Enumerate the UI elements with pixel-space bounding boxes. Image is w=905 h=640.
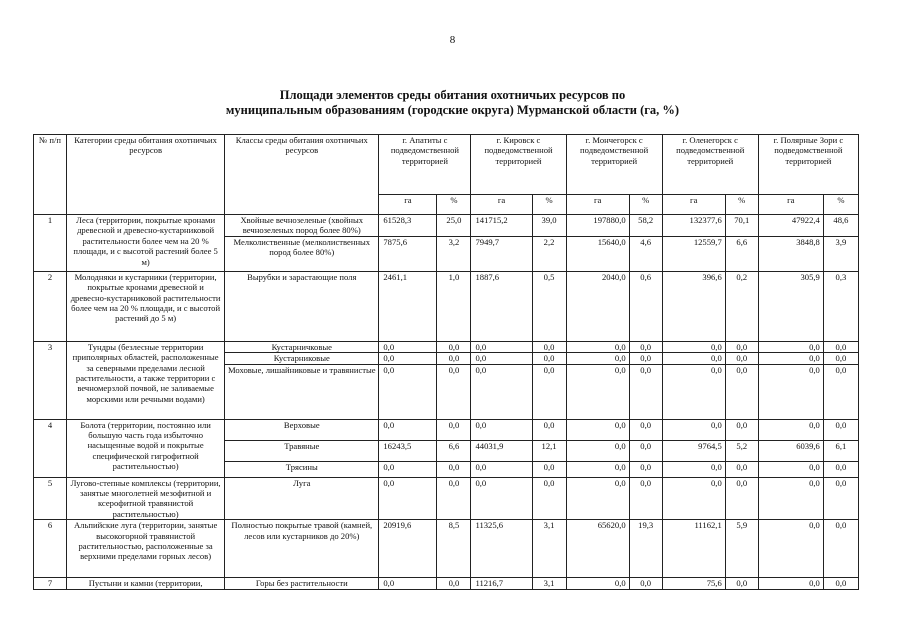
class-cell: Верховые bbox=[225, 419, 379, 440]
header-region-monchegorsk: г. Мончегорск с подведомственной территорией bbox=[566, 135, 662, 195]
percent-cell: 0,0 bbox=[823, 461, 858, 477]
header-region-apatity: г. Апатиты с подведомственной территорией bbox=[379, 135, 471, 195]
percent-cell: 58,2 bbox=[629, 215, 662, 237]
percent-cell: 0,3 bbox=[823, 271, 858, 341]
area-cell: 0,0 bbox=[471, 353, 532, 364]
category-cell: Пустыни и камни (территории, bbox=[67, 578, 225, 590]
class-cell: Трясины bbox=[225, 461, 379, 477]
area-cell: 141715,2 bbox=[471, 215, 532, 237]
area-cell: 0,0 bbox=[471, 461, 532, 477]
class-cell: Горы без растительности bbox=[225, 578, 379, 590]
area-cell: 0,0 bbox=[758, 341, 823, 352]
percent-cell: 0,0 bbox=[725, 477, 758, 520]
percent-cell: 0,0 bbox=[629, 578, 662, 590]
percent-cell: 0,0 bbox=[532, 341, 566, 352]
unit-ha: га bbox=[662, 195, 725, 215]
percent-cell: 5,9 bbox=[725, 520, 758, 578]
area-cell: 1887,6 bbox=[471, 271, 532, 341]
percent-cell: 0,0 bbox=[437, 578, 471, 590]
class-cell: Травяные bbox=[225, 440, 379, 461]
area-cell: 2040,0 bbox=[566, 271, 629, 341]
percent-cell: 19,3 bbox=[629, 520, 662, 578]
table-row bbox=[34, 215, 859, 237]
area-cell: 11325,6 bbox=[471, 520, 532, 578]
area-cell: 0,0 bbox=[662, 419, 725, 440]
area-cell: 0,0 bbox=[566, 353, 629, 364]
percent-cell: 6,6 bbox=[725, 236, 758, 271]
area-cell: 7875,6 bbox=[379, 236, 437, 271]
percent-cell: 0,0 bbox=[532, 477, 566, 520]
area-cell: 0,0 bbox=[379, 364, 437, 419]
table-row bbox=[34, 520, 859, 578]
percent-cell: 0,0 bbox=[823, 364, 858, 419]
area-cell: 0,0 bbox=[758, 477, 823, 520]
percent-cell: 3,9 bbox=[823, 236, 858, 271]
percent-cell: 0,0 bbox=[823, 341, 858, 352]
percent-cell: 6,1 bbox=[823, 440, 858, 461]
percent-cell: 8,5 bbox=[437, 520, 471, 578]
row-number: 4 bbox=[34, 419, 67, 477]
percent-cell: 0,0 bbox=[532, 364, 566, 419]
area-cell: 0,0 bbox=[566, 578, 629, 590]
class-cell: Кустарничковые bbox=[225, 341, 379, 352]
unit-pct: % bbox=[532, 195, 566, 215]
area-cell: 12559,7 bbox=[662, 236, 725, 271]
unit-pct: % bbox=[629, 195, 662, 215]
unit-ha: га bbox=[379, 195, 437, 215]
habitat-table bbox=[33, 134, 859, 590]
area-cell: 0,0 bbox=[662, 341, 725, 352]
unit-ha: га bbox=[471, 195, 532, 215]
area-cell: 0,0 bbox=[662, 477, 725, 520]
class-cell: Мелколиственные (мелколиственных пород более 80%) bbox=[225, 236, 379, 271]
row-number: 2 bbox=[34, 271, 67, 341]
area-cell: 197880,0 bbox=[566, 215, 629, 237]
unit-pct: % bbox=[725, 195, 758, 215]
area-cell: 132377,6 bbox=[662, 215, 725, 237]
area-cell: 0,0 bbox=[566, 477, 629, 520]
percent-cell: 0,0 bbox=[823, 520, 858, 578]
percent-cell: 4,6 bbox=[629, 236, 662, 271]
percent-cell: 0,0 bbox=[532, 353, 566, 364]
area-cell: 0,0 bbox=[379, 419, 437, 440]
area-cell: 0,0 bbox=[471, 419, 532, 440]
header-region-polyarnye-zori: г. Полярные Зори с подведомственной территорией bbox=[758, 135, 858, 195]
category-cell: Лугово-степные комплексы (территории, занятые многолетней мезофитной и ксерофитной травянистой растительностью) bbox=[67, 477, 225, 520]
category-cell: Тундры (безлесные территории приполярных областей, расположенные за северными пределами лесной растительности, а также территории с вечномерзлой почвой, не заливаемые морскими или речными водами) bbox=[67, 341, 225, 419]
header-row bbox=[34, 135, 859, 195]
page-title bbox=[0, 88, 905, 118]
area-cell: 0,0 bbox=[662, 353, 725, 364]
header-region-kirovsk: г. Кировск с подведомственной территорией bbox=[471, 135, 566, 195]
row-number: 7 bbox=[34, 578, 67, 590]
percent-cell: 3,2 bbox=[437, 236, 471, 271]
category-cell: Леса (территории, покрытые кронами древесной и древесно-кустарниковой растительности более чем на 20 % площади, и с высотой растений более 5 м) bbox=[67, 215, 225, 272]
header-region-olenegorsk: г. Оленегорск с подведомственной территорией bbox=[662, 135, 758, 195]
area-cell: 0,0 bbox=[758, 364, 823, 419]
area-cell: 0,0 bbox=[379, 578, 437, 590]
percent-cell: 0,0 bbox=[629, 364, 662, 419]
percent-cell: 0,0 bbox=[437, 364, 471, 419]
area-cell: 0,0 bbox=[566, 419, 629, 440]
percent-cell: 39,0 bbox=[532, 215, 566, 237]
table-row bbox=[34, 578, 859, 590]
percent-cell: 2,2 bbox=[532, 236, 566, 271]
area-cell: 2461,1 bbox=[379, 271, 437, 341]
area-cell: 0,0 bbox=[566, 341, 629, 352]
percent-cell: 0,6 bbox=[629, 271, 662, 341]
percent-cell: 6,6 bbox=[437, 440, 471, 461]
area-cell: 65620,0 bbox=[566, 520, 629, 578]
area-cell: 0,0 bbox=[379, 461, 437, 477]
category-cell: Альпийские луга (территории, занятые высокогорной травянистой растительностью, расположенные за верхними пределами горных лесов) bbox=[67, 520, 225, 578]
area-cell: 15640,0 bbox=[566, 236, 629, 271]
area-cell: 0,0 bbox=[662, 461, 725, 477]
unit-pct: % bbox=[823, 195, 858, 215]
percent-cell: 0,0 bbox=[725, 353, 758, 364]
percent-cell: 0,0 bbox=[629, 419, 662, 440]
area-cell: 7949,7 bbox=[471, 236, 532, 271]
area-cell: 0,0 bbox=[758, 578, 823, 590]
percent-cell: 0,0 bbox=[629, 461, 662, 477]
area-cell: 6039,6 bbox=[758, 440, 823, 461]
class-cell: Луга bbox=[225, 477, 379, 520]
row-number: 5 bbox=[34, 477, 67, 520]
area-cell: 61528,3 bbox=[379, 215, 437, 237]
class-cell: Моховые, лишайниковые и травянистые bbox=[225, 364, 379, 419]
page-number: 8 bbox=[449, 34, 456, 46]
area-cell: 396,6 bbox=[662, 271, 725, 341]
percent-cell: 3,1 bbox=[532, 520, 566, 578]
percent-cell: 0,0 bbox=[725, 461, 758, 477]
header-class: Классы среды обитания охотничьих ресурсов bbox=[225, 135, 379, 215]
area-cell: 20919,6 bbox=[379, 520, 437, 578]
row-number: 6 bbox=[34, 520, 67, 578]
area-cell: 0,0 bbox=[662, 364, 725, 419]
area-cell: 11162,1 bbox=[662, 520, 725, 578]
percent-cell: 5,2 bbox=[725, 440, 758, 461]
percent-cell: 0,5 bbox=[532, 271, 566, 341]
table-row bbox=[34, 477, 859, 520]
category-cell: Молодняки и кустарники (территории, покрытые кронами древесной и древесно-кустарниковой растительности более чем на 20 % площади, и с высотой растений до 5 м) bbox=[67, 271, 225, 341]
percent-cell: 0,0 bbox=[823, 353, 858, 364]
unit-ha: га bbox=[758, 195, 823, 215]
unit-pct: % bbox=[437, 195, 471, 215]
title-line-2: муниципальным образованиям (городские округа) Мурманской области (га, %) bbox=[225, 103, 680, 117]
area-cell: 47922,4 bbox=[758, 215, 823, 237]
row-number: 1 bbox=[34, 215, 67, 272]
class-cell: Полностью покрытые травой (камней, лесов или кустарников до 20%) bbox=[225, 520, 379, 578]
percent-cell: 48,6 bbox=[823, 215, 858, 237]
area-cell: 305,9 bbox=[758, 271, 823, 341]
class-cell: Кустарниковые bbox=[225, 353, 379, 364]
percent-cell: 0,0 bbox=[725, 578, 758, 590]
header-category: Категории среды обитания охотничьих ресурсов bbox=[67, 135, 225, 215]
percent-cell: 0,0 bbox=[823, 477, 858, 520]
percent-cell: 0,0 bbox=[437, 419, 471, 440]
area-cell: 0,0 bbox=[758, 461, 823, 477]
area-cell: 0,0 bbox=[566, 461, 629, 477]
area-cell: 0,0 bbox=[758, 419, 823, 440]
percent-cell: 0,0 bbox=[823, 419, 858, 440]
percent-cell: 0,0 bbox=[629, 341, 662, 352]
area-cell: 0,0 bbox=[379, 477, 437, 520]
area-cell: 9764,5 bbox=[662, 440, 725, 461]
class-cell: Хвойные вечнозеленые (хвойных вечнозеленых пород более 80%) bbox=[225, 215, 379, 237]
percent-cell: 0,0 bbox=[725, 341, 758, 352]
table-row bbox=[34, 271, 859, 341]
title-line-1: Площади элементов среды обитания охотничьих ресурсов по bbox=[279, 88, 626, 102]
area-cell: 3848,8 bbox=[758, 236, 823, 271]
row-number: 3 bbox=[34, 341, 67, 419]
area-cell: 0,0 bbox=[471, 341, 532, 352]
class-cell: Вырубки и зарастающие поля bbox=[225, 271, 379, 341]
percent-cell: 0,0 bbox=[629, 353, 662, 364]
percent-cell: 70,1 bbox=[725, 215, 758, 237]
percent-cell: 0,0 bbox=[823, 578, 858, 590]
percent-cell: 25,0 bbox=[437, 215, 471, 237]
unit-ha: га bbox=[566, 195, 629, 215]
area-cell: 11216,7 bbox=[471, 578, 532, 590]
percent-cell: 0,0 bbox=[725, 364, 758, 419]
area-cell: 0,0 bbox=[566, 440, 629, 461]
area-cell: 16243,5 bbox=[379, 440, 437, 461]
category-cell: Болота (территории, постоянно или большую часть года избыточно насыщенные водой и покрытые специфической гигрофитной растительностью) bbox=[67, 419, 225, 477]
area-cell: 75,6 bbox=[662, 578, 725, 590]
percent-cell: 0,0 bbox=[725, 419, 758, 440]
percent-cell: 0,0 bbox=[437, 461, 471, 477]
area-cell: 0,0 bbox=[471, 477, 532, 520]
table-row bbox=[34, 341, 859, 352]
header-num: № п/п bbox=[34, 135, 67, 215]
percent-cell: 0,0 bbox=[437, 353, 471, 364]
area-cell: 0,0 bbox=[471, 364, 532, 419]
percent-cell: 3,1 bbox=[532, 578, 566, 590]
percent-cell: 0,0 bbox=[437, 477, 471, 520]
area-cell: 44031,9 bbox=[471, 440, 532, 461]
percent-cell: 0,0 bbox=[437, 341, 471, 352]
percent-cell: 1,0 bbox=[437, 271, 471, 341]
area-cell: 0,0 bbox=[566, 364, 629, 419]
area-cell: 0,0 bbox=[758, 353, 823, 364]
area-cell: 0,0 bbox=[379, 353, 437, 364]
percent-cell: 0,2 bbox=[725, 271, 758, 341]
area-cell: 0,0 bbox=[379, 341, 437, 352]
percent-cell: 0,0 bbox=[532, 461, 566, 477]
table-row bbox=[34, 419, 859, 440]
area-cell: 0,0 bbox=[758, 520, 823, 578]
percent-cell: 0,0 bbox=[629, 477, 662, 520]
percent-cell: 0,0 bbox=[532, 419, 566, 440]
percent-cell: 0,0 bbox=[629, 440, 662, 461]
percent-cell: 12,1 bbox=[532, 440, 566, 461]
